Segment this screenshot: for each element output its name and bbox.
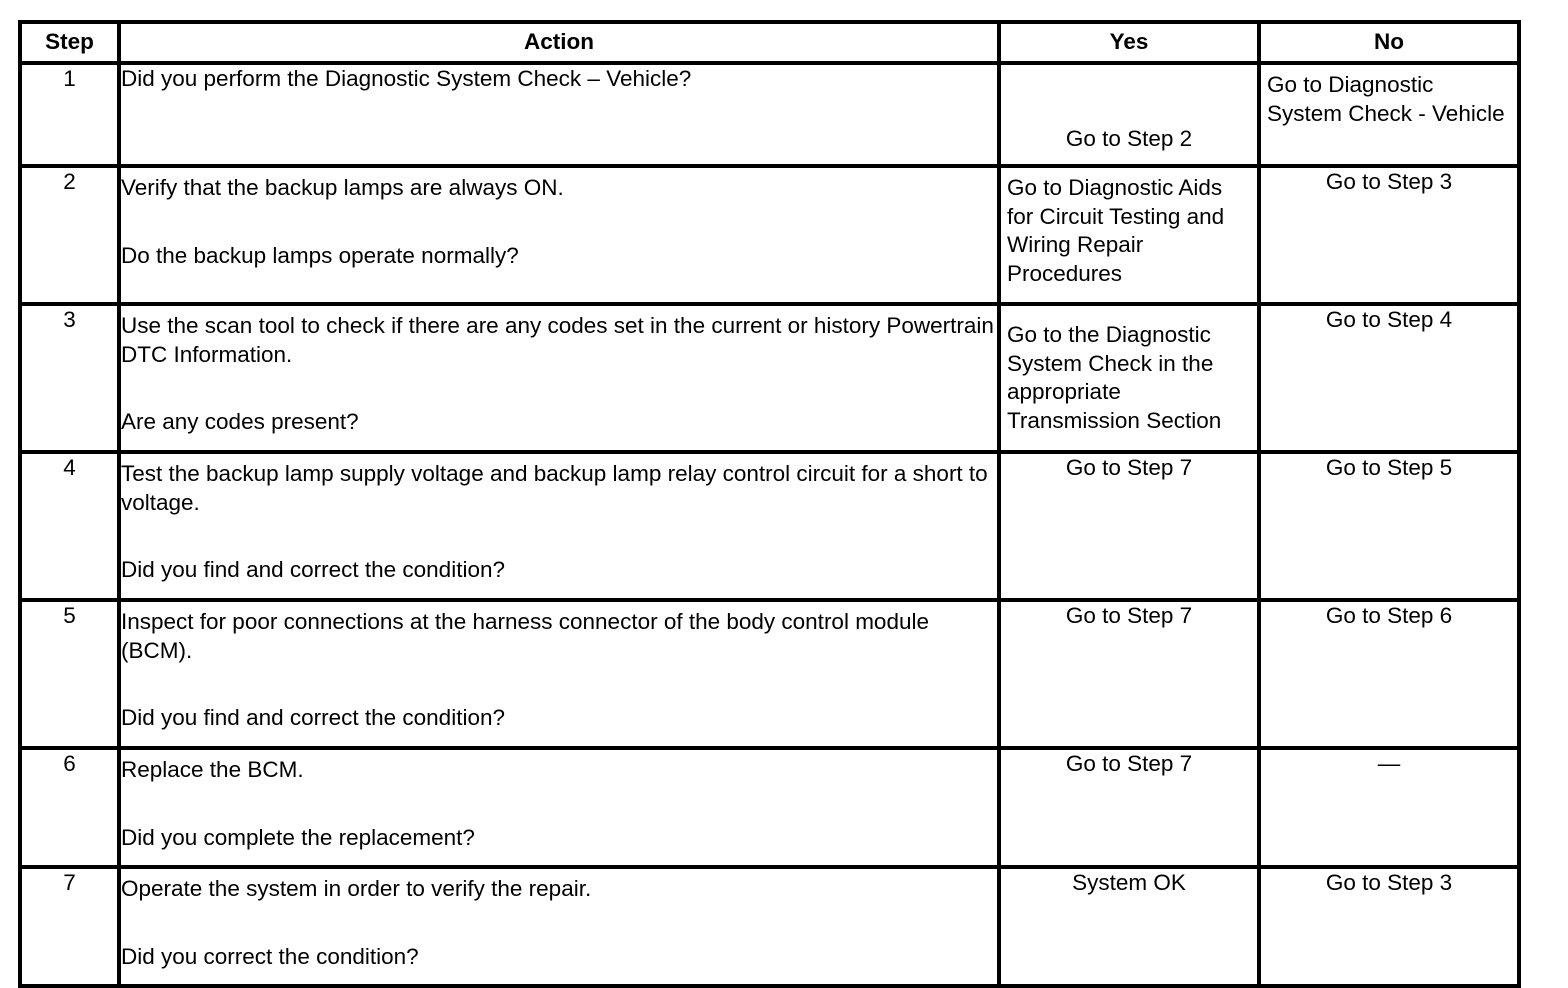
step-number: 2 [20, 166, 119, 304]
action-question: Did you complete the replacement? [121, 824, 475, 850]
table-row [20, 748, 1519, 867]
yes-cell [999, 304, 1259, 452]
action-question: Are any codes present? [121, 409, 359, 434]
header-no: No [1259, 22, 1519, 63]
yes-result: System OK [1072, 870, 1186, 895]
header-action: Action [119, 22, 999, 63]
action-question: Do the backup lamps operate normally? [121, 242, 519, 268]
table-row [20, 63, 1519, 166]
action-cell [119, 748, 999, 867]
header-step: Step [20, 22, 119, 63]
yes-cell [999, 600, 1259, 748]
no-result: Go to Step 3 [1325, 870, 1453, 895]
action-question: Did you correct the condition? [121, 943, 419, 969]
no-result: — [1377, 751, 1401, 776]
action-cell [119, 867, 999, 986]
diagnostic-table [18, 20, 1521, 988]
header-yes: Yes [999, 22, 1259, 63]
action-question: Did you find and correct the condition? [121, 705, 505, 730]
step-number: 5 [20, 600, 119, 748]
no-result: Go to Step 6 [1325, 603, 1453, 628]
yes-result: Go to the Diagnostic System Check in the appropriate Transmission Section [1007, 322, 1222, 433]
table-row [20, 452, 1519, 600]
yes-cell [999, 748, 1259, 867]
no-cell [1259, 452, 1519, 600]
no-cell [1259, 867, 1519, 986]
yes-result: Go to Step 7 [1065, 455, 1193, 480]
action-cell [119, 452, 999, 600]
table-row [20, 867, 1519, 986]
yes-cell [999, 452, 1259, 600]
table-header-row [20, 22, 1519, 63]
step-number: 1 [20, 63, 119, 166]
no-result: Go to Step 4 [1325, 307, 1453, 332]
step-number: 7 [20, 867, 119, 986]
yes-cell [999, 867, 1259, 986]
step-number: 6 [20, 748, 119, 867]
no-result: Go to Step 3 [1325, 169, 1453, 194]
step-number: 3 [20, 304, 119, 452]
yes-cell [999, 166, 1259, 304]
action-text: Replace the BCM. [121, 757, 304, 782]
action-cell [119, 166, 999, 304]
table-row [20, 304, 1519, 452]
action-question: Did you find and correct the condition? [121, 557, 505, 582]
action-cell [119, 600, 999, 748]
action-text: Test the backup lamp supply voltage and backup lamp relay control circuit for a short to voltage. [121, 461, 988, 515]
no-result: Go to Diagnostic System Check - Vehicle [1267, 72, 1505, 126]
table-row [20, 166, 1519, 304]
action-text: Use the scan tool to check if there are any codes set in the current or history Powertrain DTC Information. [121, 313, 994, 367]
action-cell [119, 63, 999, 166]
no-cell [1259, 63, 1519, 166]
yes-result: Go to Step 2 [1065, 126, 1193, 151]
yes-cell [999, 63, 1259, 166]
no-cell [1259, 166, 1519, 304]
no-cell [1259, 600, 1519, 748]
no-cell [1259, 748, 1519, 867]
action-cell [119, 304, 999, 452]
yes-result: Go to Step 7 [1065, 751, 1193, 776]
action-text: Operate the system in order to verify the repair. [121, 876, 592, 901]
table-row [20, 600, 1519, 748]
action-text: Verify that the backup lamps are always ON. [121, 175, 564, 200]
action-text: Inspect for poor connections at the harness connector of the body control module (BCM). [121, 609, 929, 663]
no-result: Go to Step 5 [1325, 455, 1453, 480]
action-text: Did you perform the Diagnostic System Check – Vehicle? [121, 66, 692, 91]
yes-result: Go to Diagnostic Aids for Circuit Testing and Wiring Repair Procedures [1007, 175, 1225, 286]
yes-result: Go to Step 7 [1065, 603, 1193, 628]
step-number: 4 [20, 452, 119, 600]
no-cell [1259, 304, 1519, 452]
